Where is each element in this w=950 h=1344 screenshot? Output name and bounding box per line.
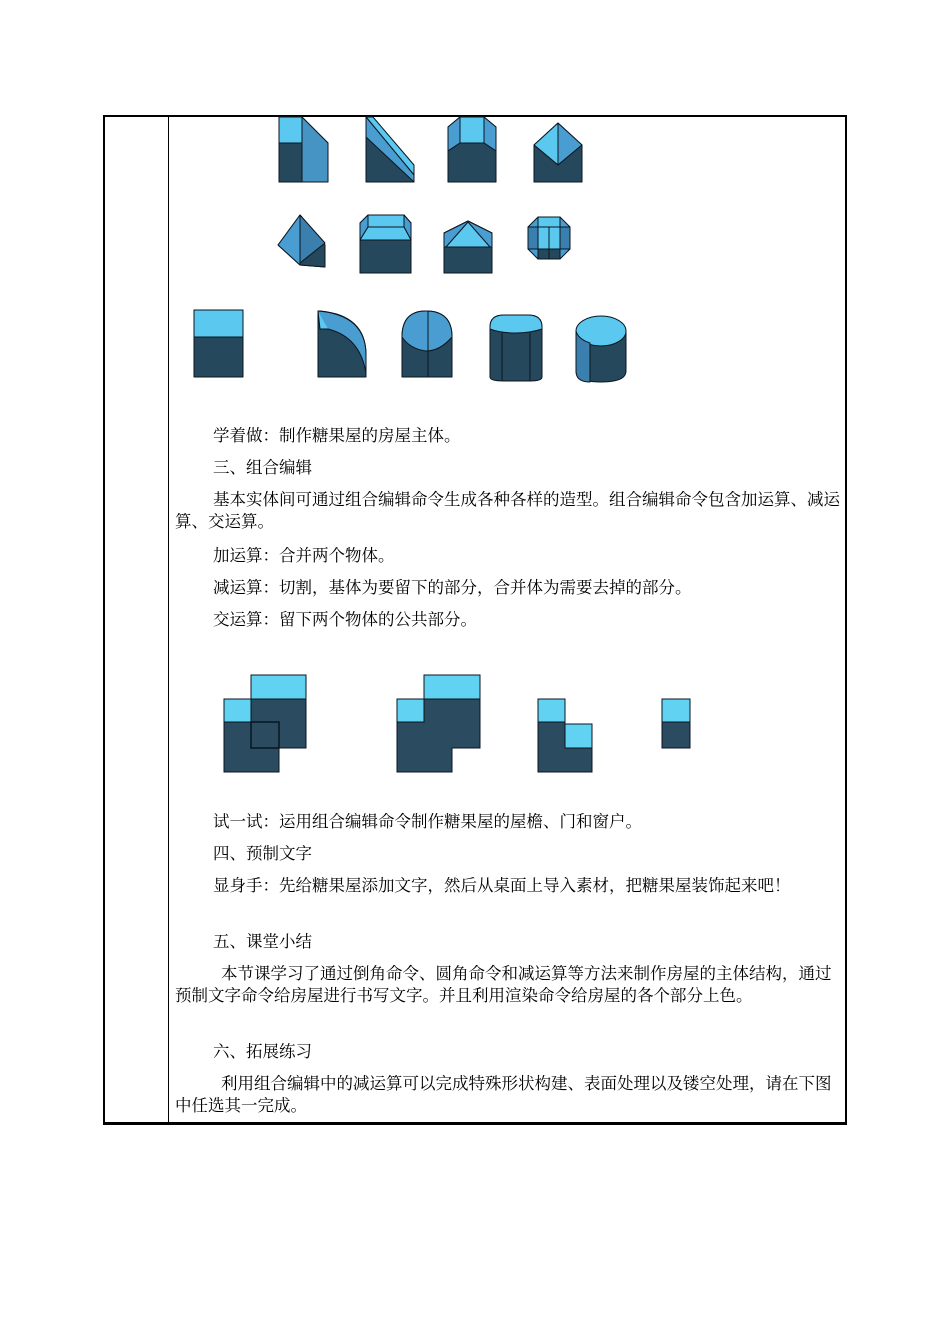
shape-prism-roof: [278, 215, 325, 267]
intro-paragraph: 基本实体间可通过组合编辑命令生成各种各样的造型。组合编辑命令包含加运算、减运算、交运算。: [175, 490, 840, 531]
show-paragraph: 显身手：先给糖果屋添加文字，然后从桌面上导入素材，把糖果屋装饰起来吧！: [213, 876, 791, 895]
shape-cylinder: [576, 316, 626, 382]
boolean-union-result: [397, 675, 480, 772]
summary-paragraph: 本节课学习了通过倒角命令、圆角命令和减运算等方法来制作房屋的主体结构，通过预制文字命令给房屋进行书写文字。并且利用渲染命令给房屋的各个部分上色。: [175, 964, 832, 1005]
shape-octagonal-prism: [528, 217, 570, 259]
lesson-content-cell: [170, 115, 846, 1123]
boolean-subtract-result: [538, 699, 592, 772]
learn-paragraph: 学着做：制作糖果屋的房屋主体。: [213, 426, 461, 445]
shape-quarter-round: [318, 311, 366, 377]
shape-wedge: [366, 117, 414, 182]
boolean-original-overlap: [224, 675, 306, 772]
boolean-intersect-result: [662, 699, 690, 748]
boolean-operations-figure: [170, 665, 846, 780]
chamfer-shapes-figure: [170, 115, 846, 405]
practice-paragraph: 利用组合编辑中的减运算可以完成特殊形状构建、表面处理以及镂空处理，请在下图中任选其一完成。: [175, 1074, 832, 1115]
shape-cube: [194, 310, 243, 377]
shape-pyramid-block: [444, 221, 492, 273]
shape-double-chamfer: [448, 117, 496, 182]
subtract-operation-paragraph: 减运算：切割，基体为要留下的部分，合并体为需要去掉的部分。: [213, 578, 692, 597]
section-heading-6: 六、拓展练习: [213, 1042, 312, 1061]
section-heading-3: 三、组合编辑: [213, 458, 312, 477]
shape-rounded-box: [490, 315, 542, 381]
intersect-operation-paragraph: 交运算：留下两个物体的公共部分。: [213, 610, 477, 629]
table-column-divider: [168, 115, 169, 1125]
section-heading-4: 四、预制文字: [213, 844, 312, 863]
shape-half-cylinder-top: [402, 311, 452, 377]
shape-frustum-block: [360, 215, 411, 273]
try-paragraph: 试一试：运用组合编辑命令制作糖果屋的屋檐、门和窗户。: [213, 812, 642, 831]
shape-gable-roof: [534, 123, 582, 182]
shape-chamfer-one-edge: [279, 117, 328, 182]
add-operation-paragraph: 加运算：合并两个物体。: [213, 546, 395, 565]
section-heading-5: 五、课堂小结: [213, 932, 312, 951]
